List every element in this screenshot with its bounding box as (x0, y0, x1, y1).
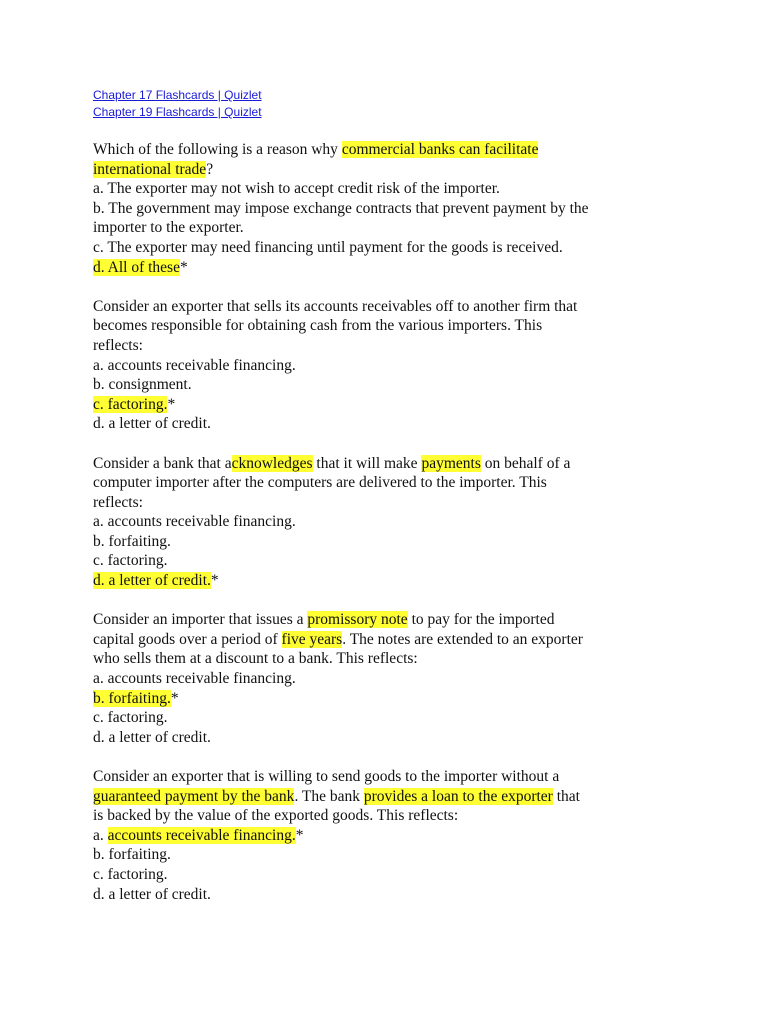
question-block (93, 454, 693, 591)
text-line (93, 238, 693, 258)
text-segment: reflects: (93, 336, 143, 354)
text-segment: is backed by the value of the exported goods. This reflects: (93, 807, 459, 825)
question-list (93, 140, 693, 924)
text-segment: b. consignment. (93, 376, 192, 394)
text-segment: a. accounts receivable financing. (93, 670, 296, 688)
text-line (93, 845, 693, 865)
text-segment: Consider a bank that a (93, 454, 232, 472)
text-line (93, 689, 693, 709)
text-segment: on behalf of a (480, 454, 571, 472)
text-line (93, 493, 693, 513)
text-line (93, 140, 693, 160)
text-line (93, 551, 693, 571)
text-segment: Consider an exporter that sells its accounts receivables off to another firm that (93, 297, 578, 315)
text-line (93, 728, 693, 748)
text-segment: * (170, 689, 179, 707)
text-line (93, 218, 693, 238)
text-line (93, 865, 693, 885)
text-segment: Consider an importer that issues a (93, 611, 308, 629)
text-line (93, 395, 693, 415)
text-line (93, 649, 693, 669)
text-segment: b. forfaiting. (93, 846, 171, 864)
question-block (93, 610, 693, 747)
text-line (93, 532, 693, 552)
text-line (93, 199, 693, 219)
text-segment: d. a letter of credit. (93, 885, 211, 903)
text-segment: b. The government may impose exchange contracts that prevent payment by the (93, 199, 589, 217)
text-segment: c. factoring. (93, 552, 168, 570)
text-segment: becomes responsible for obtaining cash from the various importers. This (93, 317, 543, 335)
text-segment: a. accounts receivable financing. (93, 356, 296, 374)
text-segment: c. factoring. (93, 865, 168, 883)
reference-links (93, 87, 262, 121)
text-line (93, 806, 693, 826)
question-block (93, 767, 693, 904)
text-line (93, 160, 693, 180)
highlighted-text: five years (281, 630, 343, 648)
text-line (93, 336, 693, 356)
text-segment: a. accounts receivable financing. (93, 513, 296, 531)
text-segment: ? (206, 160, 214, 178)
text-segment: * (295, 826, 304, 844)
highlighted-text: payments (421, 454, 481, 472)
text-line (93, 787, 693, 807)
text-line (93, 610, 693, 630)
text-line (93, 885, 693, 905)
text-segment: * (179, 258, 188, 276)
link-chapter-19[interactable]: Chapter 19 Flashcards | Quizlet (93, 105, 262, 119)
text-segment: who sells them at a discount to a bank. This reflects: (93, 650, 418, 668)
text-segment: * (210, 572, 219, 590)
text-line (93, 454, 693, 474)
highlighted-text: cknowledges (231, 454, 313, 472)
text-line (93, 179, 693, 199)
text-segment: d. a letter of credit. (93, 728, 211, 746)
text-line (93, 826, 693, 846)
text-segment: . The notes are extended to an exporter (342, 630, 583, 648)
text-segment: d. a letter of credit. (93, 415, 211, 433)
text-line (93, 630, 693, 650)
text-line (93, 297, 693, 317)
highlighted-text: international trade (93, 160, 207, 178)
text-segment: b. forfaiting. (93, 532, 171, 550)
highlighted-text: d. All of these (93, 258, 180, 276)
text-line (93, 767, 693, 787)
highlighted-text: guaranteed payment by the bank (93, 787, 295, 805)
text-line (93, 316, 693, 336)
text-line (93, 473, 693, 493)
text-segment: importer to the exporter. (93, 219, 244, 237)
text-segment: Which of the following is a reason why (93, 141, 342, 158)
text-segment: c. The exporter may need financing until payment for the goods is received. (93, 238, 563, 256)
text-segment: a. The exporter may not wish to accept credit risk of the importer. (93, 180, 500, 198)
text-segment: capital goods over a period of (93, 630, 282, 648)
text-line (93, 512, 693, 532)
text-segment: that it will make (312, 454, 422, 472)
text-line (93, 375, 693, 395)
text-line (93, 669, 693, 689)
text-line (93, 258, 693, 278)
highlighted-text: accounts receivable financing. (107, 826, 296, 844)
text-segment: . The bank (294, 787, 364, 805)
highlighted-text: commercial banks can facilitate (341, 141, 539, 158)
text-segment: Consider an exporter that is willing to send goods to the importer without a (93, 768, 560, 785)
text-line (93, 571, 693, 591)
text-line (93, 708, 693, 728)
text-segment: * (167, 395, 176, 413)
text-line (93, 356, 693, 376)
question-block (93, 297, 693, 434)
text-segment: reflects: (93, 493, 143, 511)
highlighted-text: promissory note (307, 611, 408, 629)
link-chapter-17[interactable]: Chapter 17 Flashcards | Quizlet (93, 88, 262, 102)
highlighted-text: d. a letter of credit. (93, 572, 211, 590)
text-segment: to pay for the imported (407, 611, 555, 629)
text-line (93, 414, 693, 434)
question-block (93, 140, 693, 277)
highlighted-text: b. forfaiting. (93, 689, 171, 707)
highlighted-text: provides a loan to the exporter (363, 787, 553, 805)
text-segment: c. factoring. (93, 709, 168, 727)
text-segment: computer importer after the computers are delivered to the importer. This (93, 474, 547, 492)
highlighted-text: c. factoring. (93, 395, 168, 413)
text-segment: a. (93, 826, 108, 844)
text-segment: that (552, 787, 580, 805)
